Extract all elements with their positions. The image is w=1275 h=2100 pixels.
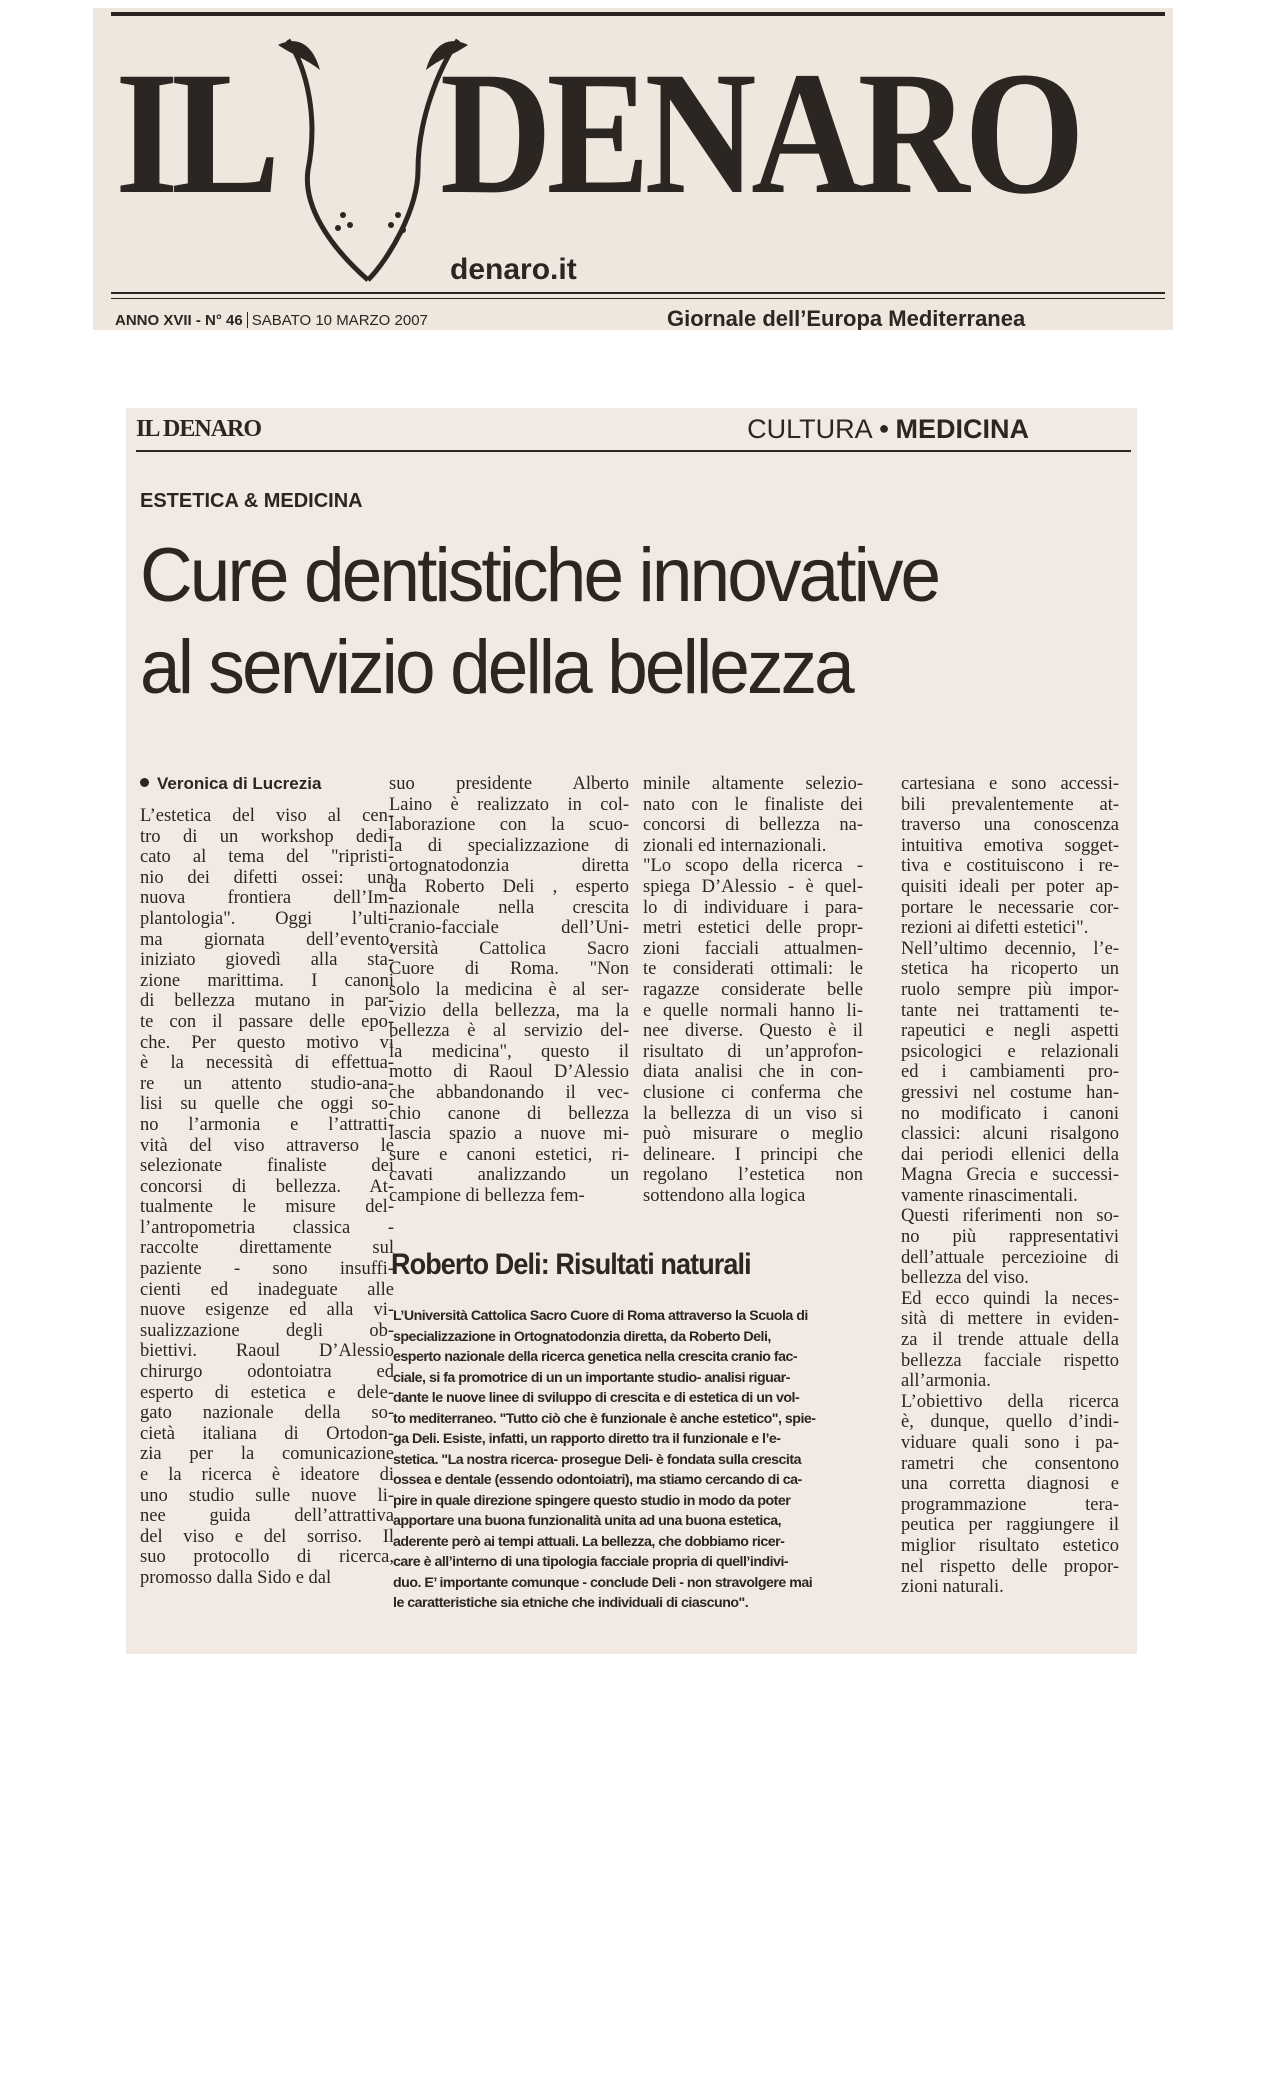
logo-il: IL bbox=[115, 36, 273, 231]
masthead-top-rule bbox=[111, 12, 1165, 16]
subsection-name: MEDICINA bbox=[895, 414, 1029, 444]
text-line: rezioni ai difetti estetici". bbox=[901, 918, 1089, 939]
text-line: nee guida dell’attrattiva bbox=[140, 1506, 394, 1527]
text-line: ma giornata dell’evento, bbox=[140, 929, 394, 950]
text-line: uno studio sulle nuove li- bbox=[140, 1485, 394, 1506]
text-line: suo presidente Alberto bbox=[389, 774, 629, 794]
text-line: selezionate finaliste dei bbox=[140, 1156, 394, 1177]
website-url: denaro.it bbox=[450, 253, 577, 286]
text-line: può misurare o meglio bbox=[643, 1124, 863, 1145]
text-line: cavati analizzando un bbox=[389, 1165, 629, 1186]
logo-denaro: DENARO bbox=[440, 36, 1080, 231]
text-line: dante le nuove linee di sviluppo di crescita e di estetica di un vol- bbox=[393, 1390, 800, 1406]
text-line: peutica per raggiungere il bbox=[901, 1515, 1119, 1536]
text-line: tro di un workshop dedi- bbox=[140, 826, 394, 847]
article-column-3 bbox=[643, 774, 863, 1206]
text-line: plantologia". Oggi l’ulti- bbox=[140, 908, 394, 929]
text-line: sità di mettere in eviden- bbox=[901, 1309, 1119, 1330]
text-line: ed i cambiamenti pro- bbox=[901, 1062, 1119, 1083]
text-line: duo. E’ importante comunque - conclude Deli - non stravolgere mai bbox=[393, 1574, 813, 1591]
text-line: tualmente le misure del- bbox=[140, 1197, 394, 1218]
text-line: Laino è realizzato in col- bbox=[389, 794, 629, 815]
text-line: tante nei trattamenti te- bbox=[901, 1000, 1119, 1021]
box-text bbox=[393, 1306, 879, 1614]
issue-number: ANNO XVII - N° 46 bbox=[115, 312, 243, 329]
article-column-2 bbox=[389, 774, 629, 1206]
text-line: quisiti ideali per poter ap- bbox=[901, 876, 1119, 897]
article-column-4 bbox=[901, 774, 1119, 1598]
text-line: zioni facciali attualmen- bbox=[643, 938, 863, 959]
text-line: chio canone di bellezza bbox=[389, 1103, 629, 1124]
text-line: nee diverse. Questo è il bbox=[643, 1021, 863, 1042]
text-line: raccolte direttamente sul bbox=[140, 1238, 394, 1259]
section-dot-icon: ● bbox=[878, 418, 890, 438]
text-line: del viso e del sorriso. Il bbox=[140, 1526, 394, 1547]
tagline: Giornale dell’Europa Mediterranea bbox=[667, 306, 1026, 330]
text-line: sualizzazione degli ob- bbox=[140, 1320, 394, 1341]
text-line: tiva e costituiscono i re- bbox=[901, 856, 1119, 877]
text-line: minile altamente seleziо- bbox=[643, 774, 863, 794]
text-line: laborazione con la scuo- bbox=[389, 815, 629, 836]
text-line: chirurgo odontoiatra ed bbox=[140, 1362, 394, 1383]
text-line: Cuore di Roma. "Non bbox=[389, 959, 629, 980]
text-line: versità Cattolica Sacro bbox=[389, 938, 629, 959]
text-line: dell’attuale percezioine di bbox=[901, 1247, 1119, 1268]
text-line: viduare quali sono i pa- bbox=[901, 1433, 1119, 1453]
text-line: vamente rinascimentali. bbox=[901, 1185, 1078, 1206]
text-line: ossea e dentale (essendo odontoiatri), ma stiamo cercando di ca- bbox=[393, 1472, 802, 1488]
text-line: classici: alcuni risalgono bbox=[901, 1124, 1119, 1145]
text-line: clusione ci conferma che bbox=[643, 1082, 863, 1103]
text-line: Nell’ultimo decennio, l’e- bbox=[901, 938, 1119, 959]
text-line: una corretta diagnosi e bbox=[901, 1474, 1119, 1495]
text-line: suo protocollo di ricerca, bbox=[140, 1547, 394, 1568]
text-line: lo di individuare i para- bbox=[643, 897, 863, 918]
text-line: traverso una conoscenza bbox=[901, 815, 1119, 836]
text-line: motto di Raoul D’Alessio bbox=[389, 1062, 629, 1083]
text-line: sure e canoni estetici, ri- bbox=[389, 1144, 629, 1165]
text-line: no più rappresentativi bbox=[901, 1227, 1119, 1248]
issue-date: SABATO 10 MARZO 2007 bbox=[251, 312, 428, 329]
text-line: specializzazione in Ortognatodonzia diretta, da Roberto Deli, bbox=[393, 1328, 771, 1345]
text-line: bellezza del viso. bbox=[901, 1268, 1029, 1289]
text-line: nio dei difetti ossei: una bbox=[140, 867, 394, 888]
text-line: l’antropometria classica - bbox=[140, 1217, 394, 1238]
text-line: diata analisi che in con- bbox=[643, 1062, 863, 1083]
byline-bullet-icon bbox=[140, 778, 149, 787]
text-line: Magna Grecia e successi- bbox=[901, 1165, 1119, 1186]
text-line: aderente però ai tempi attuali. La bellezza, che dobbiamo ricer- bbox=[393, 1533, 785, 1550]
text-line: L’obiettivo della ricerca bbox=[901, 1391, 1119, 1412]
text-line: gressivi nel costume han- bbox=[901, 1082, 1119, 1103]
text-line: lisi su quelle che oggi so- bbox=[140, 1094, 394, 1115]
masthead-rule-thin bbox=[111, 298, 1165, 299]
text-line: ga Deli. Esiste, infatti, un rapporto diretto tra il funzionale e l’e- bbox=[393, 1431, 781, 1447]
text-line: ciale, si fa promotrice di un un importante studio- analisi riguar- bbox=[393, 1369, 790, 1386]
text-line: ragazze considerate belle bbox=[643, 979, 863, 1000]
text-line: esperto nazionale della ricerca genetica nella crescita cranio fac- bbox=[393, 1349, 798, 1365]
text-line: nuova frontiera dell’Im- bbox=[140, 888, 394, 909]
box-headline: Roberto Deli: Risultati naturali bbox=[391, 1248, 751, 1281]
byline-author: Veronica di Lucrezia bbox=[157, 774, 322, 793]
issue-separator bbox=[247, 312, 248, 328]
text-line: la medicina", questo il bbox=[389, 1041, 629, 1062]
text-line: stetica ha ricoperto un bbox=[901, 959, 1119, 980]
text-line: esperto di estetica e dele- bbox=[140, 1382, 394, 1403]
text-line: re un attento studio-ana- bbox=[140, 1073, 394, 1094]
text-line: te considerati ottimali: le bbox=[643, 959, 863, 980]
text-line: le caratteristiche sia etniche che individuali di ciascuno". bbox=[393, 1595, 749, 1611]
text-line: L’Università Cattolica Sacro Cuore di Roma attraverso la Scuola di bbox=[393, 1308, 808, 1324]
section-label bbox=[747, 414, 1029, 445]
text-line: Questi riferimenti non so- bbox=[901, 1206, 1119, 1227]
text-line: campione di bellezza fem- bbox=[389, 1185, 585, 1206]
text-line: bellezza è al servizio del- bbox=[389, 1021, 629, 1042]
text-line: zia per la comunicazione bbox=[140, 1444, 394, 1465]
text-line: da Roberto Deli , esperto bbox=[389, 876, 629, 897]
headline-line-1: Cure dentistiche innovative bbox=[140, 533, 939, 618]
text-line: apportare una buona funzionalità unita ad una buona estetica, bbox=[393, 1513, 782, 1529]
text-line: L’estetica del viso al cen- bbox=[140, 806, 394, 826]
text-line: pire in quale direzione spingere questo studio in modo da poter bbox=[393, 1492, 791, 1509]
text-line: concorsi di bellezza na- bbox=[643, 815, 863, 836]
text-line: nel rispetto delle propor- bbox=[901, 1556, 1119, 1577]
masthead-rule bbox=[111, 292, 1165, 294]
text-line: zioni naturali. bbox=[901, 1577, 1004, 1598]
text-line: miglior risultato estetico bbox=[901, 1535, 1119, 1556]
text-line: risultato di un’approfon- bbox=[643, 1041, 863, 1062]
text-line: all’armonia. bbox=[901, 1371, 991, 1392]
issue-info bbox=[115, 312, 428, 329]
text-line: za il trende attuale della bbox=[901, 1330, 1119, 1351]
text-line: ruolo sempre più impor- bbox=[901, 979, 1119, 1000]
text-line: rapeutici e negli aspetti bbox=[901, 1021, 1119, 1042]
text-line: zionali ed internazionali. bbox=[643, 835, 827, 856]
text-line: dai periodi ellenici della bbox=[901, 1144, 1119, 1165]
text-line: bellezza facciale rispetto bbox=[901, 1350, 1119, 1371]
text-line: regolano l’estetica non bbox=[643, 1165, 863, 1186]
text-line: solo la medicina è al ser- bbox=[389, 979, 629, 1000]
text-line: ortognatodonzia diretta bbox=[389, 856, 629, 877]
text-line: Ed ecco quindi la neces- bbox=[901, 1288, 1119, 1309]
text-line: spiega D’Alessio - è quel- bbox=[643, 876, 863, 897]
kicker: ESTETICA & MEDICINA bbox=[140, 490, 363, 512]
text-line: paziente - sono insuffi- bbox=[140, 1259, 394, 1280]
headline bbox=[140, 530, 1130, 714]
text-line: psicologici e relazionali bbox=[901, 1041, 1119, 1062]
text-line: rametri che consentono bbox=[901, 1453, 1119, 1474]
text-line: e la ricerca è ideatore di bbox=[140, 1465, 394, 1485]
text-line: promosso dalla Sido e dal bbox=[140, 1567, 332, 1588]
small-logo: IL DENARO bbox=[136, 416, 262, 442]
text-line: la bellezza di un viso si bbox=[643, 1103, 863, 1124]
text-line: nazionale nella crescita bbox=[389, 897, 629, 918]
text-line: care è all’interno di una tipologia facciale propria di quell’indivi- bbox=[393, 1554, 789, 1570]
text-line: delineare. I principi che bbox=[643, 1144, 863, 1165]
text-line: metri estetici delle propr- bbox=[643, 918, 863, 939]
text-line: che. Per questo motivo vi bbox=[140, 1032, 394, 1053]
text-line: cato al tema del "ripristi- bbox=[140, 847, 394, 868]
text-line: programmazione tera- bbox=[901, 1494, 1119, 1515]
text-line: concorsi di bellezza. At- bbox=[140, 1176, 394, 1197]
text-line: bili prevalentemente at- bbox=[901, 794, 1119, 815]
text-line: cietà italiana di Ortodon- bbox=[140, 1423, 394, 1444]
masthead-clipping bbox=[93, 8, 1173, 330]
text-line: sottendono alla logica bbox=[643, 1185, 806, 1206]
text-line: vità del viso attraverso le bbox=[140, 1135, 394, 1156]
text-line: la di specializzazione di bbox=[389, 835, 629, 856]
text-line: e quelle normali hanno li- bbox=[643, 1000, 863, 1021]
text-line: iniziato giovedì alla sta- bbox=[140, 950, 394, 971]
text-line: stetica. "La nostra ricerca- prosegue Deli- è fondata sulla crescita bbox=[393, 1451, 801, 1468]
byline bbox=[140, 774, 321, 794]
article-clipping bbox=[126, 408, 1137, 1654]
text-line: cartesiana e sono accessi- bbox=[901, 774, 1119, 794]
text-line: di bellezza mutano in par- bbox=[140, 991, 394, 1012]
text-line: nato con le finaliste dei bbox=[643, 794, 863, 815]
text-line: intuitiva emotiva sogget- bbox=[901, 835, 1119, 856]
text-line: cienti ed inadeguate alle bbox=[140, 1279, 394, 1300]
text-line: lascia spazio a nuove mi- bbox=[389, 1124, 629, 1145]
text-line: te con il passare delle epo- bbox=[140, 1011, 394, 1032]
text-line: è, dunque, quello d’indi- bbox=[901, 1412, 1119, 1433]
article-column-1 bbox=[140, 806, 394, 1589]
text-line: è la necessità di effettua- bbox=[140, 1053, 394, 1074]
text-line: portare le necessarie cor- bbox=[901, 897, 1119, 918]
text-line: no modificato i canoni bbox=[901, 1103, 1119, 1124]
text-line: gato nazionale della so- bbox=[140, 1403, 394, 1424]
text-line: zione marittima. I canoni bbox=[140, 970, 394, 991]
text-line: to mediterraneo. "Tutto ciò che è funzionale è anche estetico", spie- bbox=[393, 1410, 816, 1427]
text-line: che abbandonando il vec- bbox=[389, 1082, 629, 1103]
text-line: cranio-facciale dell’Uni- bbox=[389, 918, 629, 939]
section-name: CULTURA bbox=[747, 414, 873, 444]
headline-line-2: al servizio della bellezza bbox=[140, 625, 852, 710]
section-rule bbox=[136, 450, 1131, 452]
text-line: nuove esigenze ed alla vi- bbox=[140, 1300, 394, 1321]
text-line: biettivi. Raoul D’Alessio bbox=[140, 1341, 394, 1362]
text-line: no l’armonia e l’attratti- bbox=[140, 1114, 394, 1135]
text-line: vizio della bellezza, ma la bbox=[389, 1000, 629, 1021]
text-line: "Lo scopo della ricerca - bbox=[643, 856, 863, 877]
